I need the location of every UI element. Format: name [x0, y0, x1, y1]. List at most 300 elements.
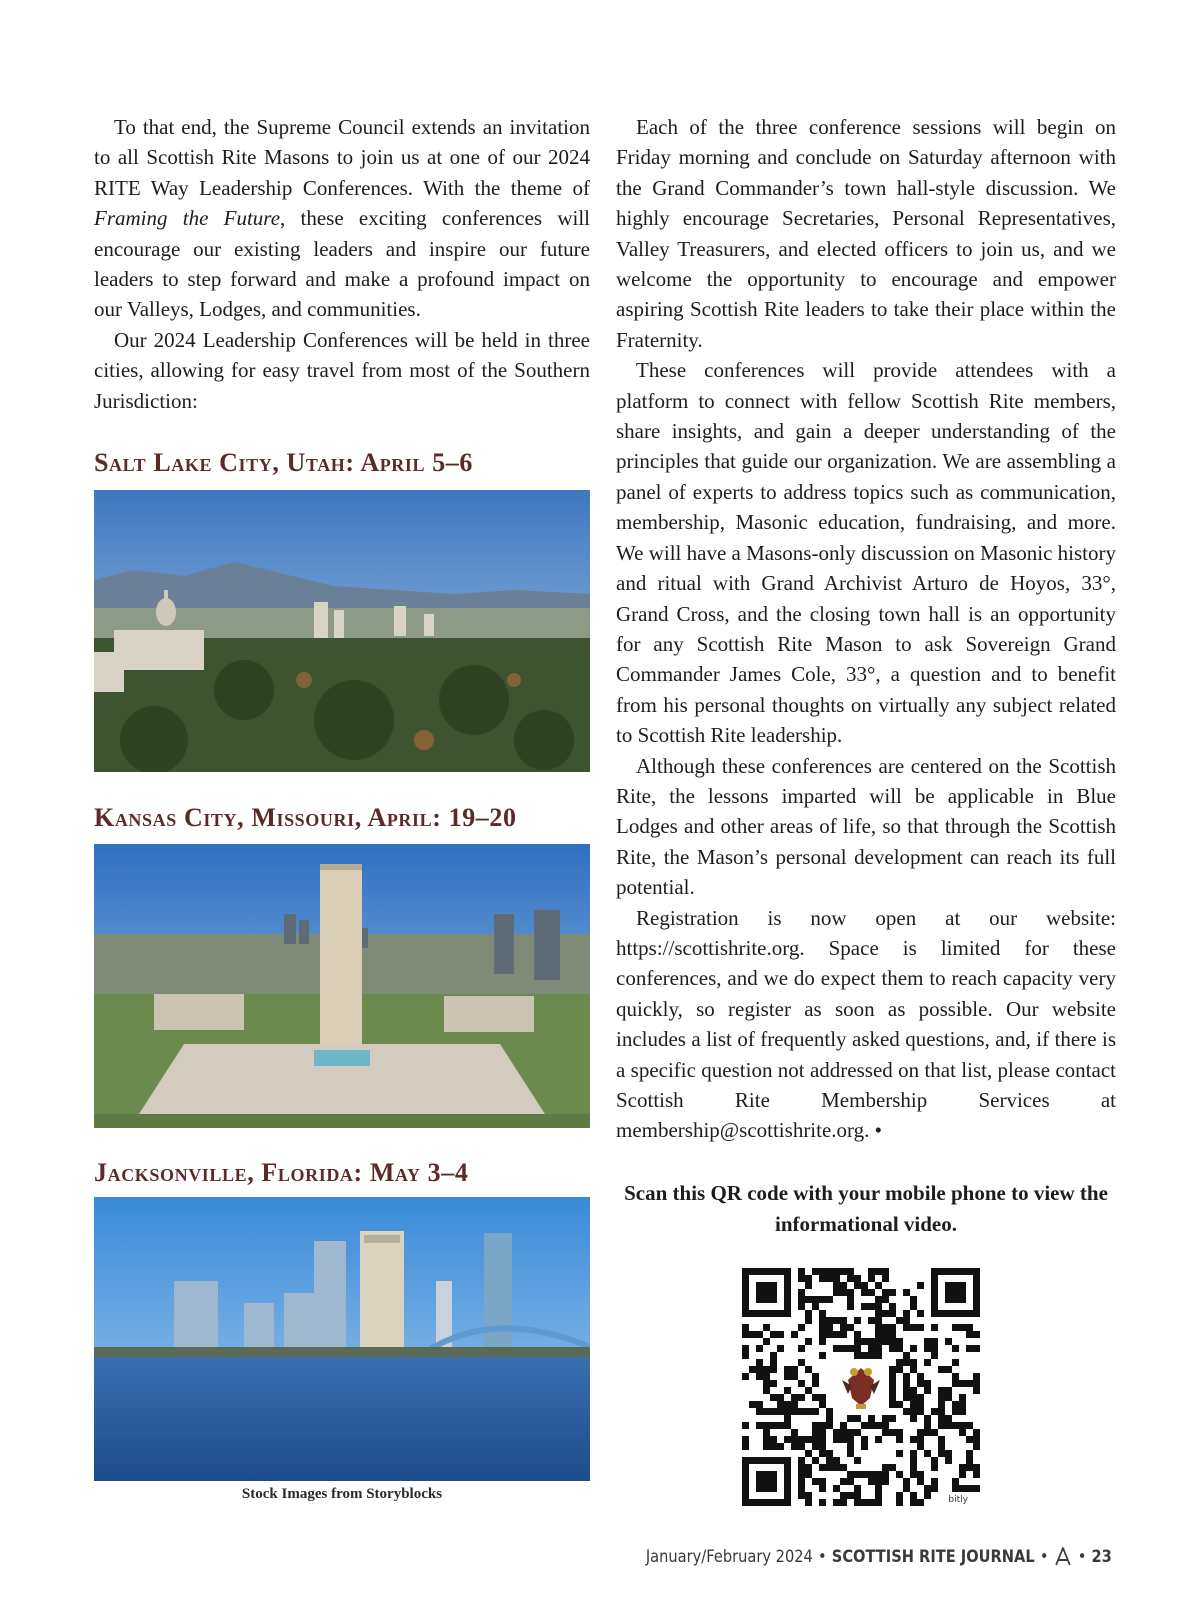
qr-module	[882, 1464, 889, 1471]
qr-module	[791, 1366, 798, 1373]
qr-module	[756, 1408, 763, 1415]
qr-module	[833, 1485, 840, 1492]
qr-module	[931, 1324, 938, 1331]
qr-module	[875, 1268, 882, 1275]
qr-module	[854, 1457, 861, 1464]
qr-module	[910, 1345, 917, 1352]
qr-module	[896, 1492, 903, 1499]
qr-module	[959, 1394, 966, 1401]
qr-module	[903, 1408, 910, 1415]
heading-jacksonville: Jacksonville, Florida: May 3–4	[94, 1158, 469, 1187]
qr-module	[910, 1450, 917, 1457]
qr-module	[798, 1485, 805, 1492]
qr-module	[896, 1429, 903, 1436]
qr-module	[756, 1345, 763, 1352]
qr-module	[742, 1443, 749, 1450]
qr-module	[854, 1338, 861, 1345]
qr-module	[805, 1499, 812, 1506]
qr-module	[847, 1492, 854, 1499]
qr-module	[882, 1422, 889, 1429]
qr-module	[889, 1394, 896, 1401]
qr-module	[917, 1380, 924, 1387]
qr-module	[903, 1380, 910, 1387]
qr-module	[805, 1471, 812, 1478]
qr-module	[819, 1324, 826, 1331]
qr-module	[875, 1310, 882, 1317]
qr-module	[896, 1471, 903, 1478]
qr-module	[889, 1387, 896, 1394]
qr-module	[847, 1478, 854, 1485]
qr-module	[805, 1275, 812, 1282]
qr-module	[868, 1478, 875, 1485]
qr-module	[861, 1471, 868, 1478]
qr-module	[896, 1450, 903, 1457]
qr-module	[889, 1366, 896, 1373]
qr-module	[791, 1401, 798, 1408]
qr-module	[875, 1492, 882, 1499]
qr-module	[847, 1345, 854, 1352]
qr-module	[826, 1408, 833, 1415]
qr-module	[917, 1471, 924, 1478]
qr-module	[791, 1394, 798, 1401]
qr-module	[777, 1401, 784, 1408]
qr-module	[973, 1331, 980, 1338]
qr-code[interactable]	[742, 1268, 980, 1506]
qr-module	[938, 1366, 945, 1373]
qr-module	[784, 1422, 791, 1429]
qr-module	[875, 1303, 882, 1310]
qr-module	[826, 1275, 833, 1282]
qr-module	[924, 1359, 931, 1366]
qr-module	[973, 1443, 980, 1450]
qr-module	[903, 1387, 910, 1394]
qr-module	[854, 1485, 861, 1492]
qr-module	[805, 1282, 812, 1289]
qr-module	[819, 1485, 826, 1492]
qr-module	[868, 1415, 875, 1422]
qr-module	[917, 1429, 924, 1436]
qr-module	[896, 1366, 903, 1373]
qr-module	[770, 1366, 777, 1373]
qr-module	[945, 1394, 952, 1401]
qr-module	[938, 1436, 945, 1443]
qr-module	[777, 1443, 784, 1450]
qr-module	[840, 1429, 847, 1436]
qr-module	[784, 1387, 791, 1394]
qr-module	[966, 1380, 973, 1387]
qr-module	[966, 1331, 973, 1338]
qr-module	[847, 1275, 854, 1282]
qr-module	[770, 1359, 777, 1366]
qr-module	[777, 1422, 784, 1429]
qr-module	[784, 1415, 791, 1422]
qr-module	[938, 1422, 945, 1429]
qr-module	[833, 1268, 840, 1275]
qr-module	[812, 1429, 819, 1436]
qr-module	[763, 1443, 770, 1450]
qr-module	[798, 1443, 805, 1450]
qr-module	[966, 1464, 973, 1471]
qr-module	[812, 1303, 819, 1310]
qr-module	[875, 1324, 882, 1331]
qr-finder-top-right	[931, 1268, 980, 1317]
qr-module	[973, 1429, 980, 1436]
qr-module	[896, 1359, 903, 1366]
qr-module	[798, 1408, 805, 1415]
qr-module	[889, 1464, 896, 1471]
qr-module	[931, 1338, 938, 1345]
qr-module	[798, 1492, 805, 1499]
qr-module	[882, 1324, 889, 1331]
qr-module	[910, 1359, 917, 1366]
qr-module	[819, 1401, 826, 1408]
qr-module	[763, 1324, 770, 1331]
qr-module	[826, 1457, 833, 1464]
qr-module	[798, 1275, 805, 1282]
qr-module	[742, 1352, 749, 1359]
qr-module	[875, 1282, 882, 1289]
qr-module	[798, 1303, 805, 1310]
qr-module	[763, 1408, 770, 1415]
qr-module	[875, 1317, 882, 1324]
qr-module	[784, 1366, 791, 1373]
sessions-paragraph: Each of the three conference sessions will begin on Friday morning and conclude on Saturday afternoon with the Grand Commander’s town hall-style discussion. We highly encourage Secretaries, Personal Representatives, Valley Treasurers, and elected officers to join us, and we welcome the opportunity to encourage and empower aspiring Scottish Rite leaders to take their place within the Fraternity.	[616, 115, 1116, 352]
qr-module	[819, 1450, 826, 1457]
qr-module	[756, 1373, 763, 1380]
qr-instruction: Scan this QR code with your mobile phone to view the informational video.	[624, 1181, 1108, 1236]
qr-module	[910, 1324, 917, 1331]
qr-module	[868, 1499, 875, 1506]
qr-module	[924, 1429, 931, 1436]
qr-module	[903, 1373, 910, 1380]
qr-module	[819, 1296, 826, 1303]
qr-module	[861, 1289, 868, 1296]
qr-module	[938, 1450, 945, 1457]
qr-module	[896, 1317, 903, 1324]
qr-module	[819, 1443, 826, 1450]
qr-module	[826, 1324, 833, 1331]
qr-module	[770, 1380, 777, 1387]
qr-module	[917, 1478, 924, 1485]
qr-module	[924, 1338, 931, 1345]
qr-module	[742, 1422, 749, 1429]
qr-module	[840, 1282, 847, 1289]
qr-module	[756, 1359, 763, 1366]
qr-module	[889, 1289, 896, 1296]
qr-module	[896, 1436, 903, 1443]
qr-module	[889, 1345, 896, 1352]
qr-module	[910, 1415, 917, 1422]
qr-module	[952, 1478, 959, 1485]
qr-module	[854, 1317, 861, 1324]
qr-module	[875, 1478, 882, 1485]
heading-salt-lake-city: Salt Lake City, Utah: April 5–6	[94, 448, 474, 477]
qr-module	[903, 1359, 910, 1366]
qr-module	[931, 1429, 938, 1436]
qr-module	[840, 1464, 847, 1471]
qr-module	[763, 1387, 770, 1394]
qr-module	[847, 1303, 854, 1310]
qr-module	[791, 1373, 798, 1380]
qr-module	[777, 1331, 784, 1338]
qr-module	[882, 1471, 889, 1478]
cities-paragraph: Our 2024 Leadership Conferences will be held in three cities, allowing for easy travel from most of the Southern Jurisdiction:	[94, 327, 590, 413]
qr-module	[798, 1296, 805, 1303]
qr-module	[917, 1499, 924, 1506]
qr-module	[798, 1380, 805, 1387]
qr-module	[966, 1324, 973, 1331]
qr-module	[819, 1499, 826, 1506]
qr-module	[847, 1289, 854, 1296]
qr-module	[763, 1429, 770, 1436]
qr-module	[938, 1387, 945, 1394]
qr-module	[791, 1443, 798, 1450]
qr-module	[854, 1415, 861, 1422]
qr-module	[791, 1331, 798, 1338]
qr-module	[959, 1324, 966, 1331]
qr-module	[952, 1401, 959, 1408]
qr-module	[770, 1394, 777, 1401]
qr-module	[798, 1394, 805, 1401]
qr-module	[938, 1415, 945, 1422]
qr-module	[854, 1352, 861, 1359]
qr-module	[889, 1338, 896, 1345]
qr-module	[770, 1436, 777, 1443]
qr-module	[952, 1373, 959, 1380]
qr-module	[889, 1331, 896, 1338]
qr-module	[875, 1345, 882, 1352]
qr-module	[910, 1303, 917, 1310]
qr-module	[910, 1387, 917, 1394]
qr-module	[833, 1345, 840, 1352]
intro-text-end: , these exciting conferences will encourage our existing leaders and inspire our future leaders to step forward and make a profound impact on our Valleys, Lodges, and communities.	[94, 206, 590, 322]
qr-module	[959, 1401, 966, 1408]
qr-module	[868, 1289, 875, 1296]
qr-module	[812, 1373, 819, 1380]
qr-module	[861, 1282, 868, 1289]
qr-finder-top-left	[742, 1268, 791, 1317]
qr-module	[861, 1436, 868, 1443]
qr-module	[938, 1408, 945, 1415]
qr-module	[805, 1317, 812, 1324]
qr-finder-bottom-left	[742, 1457, 791, 1506]
qr-module	[763, 1366, 770, 1373]
qr-module	[882, 1338, 889, 1345]
qr-module	[973, 1464, 980, 1471]
qr-module	[798, 1359, 805, 1366]
qr-module	[875, 1485, 882, 1492]
bitly-mark: bitly	[948, 1495, 968, 1505]
qr-module	[917, 1401, 924, 1408]
qr-module	[847, 1450, 854, 1457]
qr-module	[770, 1443, 777, 1450]
qr-module	[910, 1394, 917, 1401]
qr-module	[805, 1366, 812, 1373]
qr-module	[924, 1345, 931, 1352]
qr-module	[868, 1303, 875, 1310]
qr-module	[812, 1394, 819, 1401]
qr-module	[749, 1401, 756, 1408]
qr-module	[742, 1324, 749, 1331]
qr-module	[833, 1436, 840, 1443]
qr-module	[945, 1450, 952, 1457]
qr-module	[840, 1317, 847, 1324]
qr-module	[819, 1464, 826, 1471]
qr-module	[840, 1268, 847, 1275]
platform-paragraph: These conferences will provide attendees with a platform to connect with fellow Scottish Rite members, share insights, and gain a deeper understanding of the principles that guide our organization. We are assembling a panel of experts to address topics such as communication, membership, Masonic education, fundraising, and more. We will have a Masons-only discussion on Masonic history and ritual with Grand Archivist Arturo de Hoyos, 33°, Grand Cross, and the closing town hall is an opportunity for any Scottish Rite Mason to ask Sovereign Grand Commander James Cole, 33°, a question and to benefit from his personal thoughts on virtually any subject related to Scottish Rite leadership.	[616, 358, 1116, 748]
qr-module	[924, 1415, 931, 1422]
qr-module	[798, 1268, 805, 1275]
qr-module	[826, 1317, 833, 1324]
qr-module	[882, 1415, 889, 1422]
qr-module	[763, 1338, 770, 1345]
qr-module	[798, 1436, 805, 1443]
qr-module	[959, 1429, 966, 1436]
qr-module	[861, 1443, 868, 1450]
image-credit: Stock Images from Storyblocks	[241, 1486, 443, 1502]
qr-module	[777, 1408, 784, 1415]
qr-module	[966, 1345, 973, 1352]
qr-module	[917, 1408, 924, 1415]
qr-module	[819, 1394, 826, 1401]
jacksonville-photo	[94, 1197, 590, 1481]
qr-module	[833, 1275, 840, 1282]
qr-module	[917, 1310, 924, 1317]
qr-module	[931, 1485, 938, 1492]
qr-module	[770, 1408, 777, 1415]
qr-module	[959, 1464, 966, 1471]
qr-module	[819, 1317, 826, 1324]
qr-module	[798, 1471, 805, 1478]
qr-module	[903, 1317, 910, 1324]
qr-module	[931, 1408, 938, 1415]
qr-module	[812, 1296, 819, 1303]
qr-module	[966, 1436, 973, 1443]
qr-module	[910, 1408, 917, 1415]
qr-module	[910, 1457, 917, 1464]
qr-module	[966, 1457, 973, 1464]
qr-module	[924, 1492, 931, 1499]
qr-module	[945, 1387, 952, 1394]
qr-module	[868, 1275, 875, 1282]
qr-module	[805, 1436, 812, 1443]
qr-module	[889, 1415, 896, 1422]
qr-module	[833, 1499, 840, 1506]
qr-module	[770, 1331, 777, 1338]
qr-module	[798, 1478, 805, 1485]
qr-module	[952, 1380, 959, 1387]
qr-module	[882, 1310, 889, 1317]
qr-module	[910, 1464, 917, 1471]
qr-module	[910, 1499, 917, 1506]
qr-module	[896, 1338, 903, 1345]
qr-module	[875, 1338, 882, 1345]
qr-module	[875, 1471, 882, 1478]
qr-module	[742, 1373, 749, 1380]
page-footer	[646, 1547, 1112, 1567]
qr-module	[784, 1408, 791, 1415]
theme-title: Framing the Future	[94, 206, 281, 231]
qr-module	[917, 1394, 924, 1401]
qr-module	[875, 1331, 882, 1338]
qr-module	[819, 1331, 826, 1338]
qr-module	[847, 1429, 854, 1436]
qr-module	[917, 1443, 924, 1450]
qr-module	[945, 1422, 952, 1429]
qr-module	[875, 1352, 882, 1359]
qr-module	[875, 1296, 882, 1303]
qr-module	[903, 1478, 910, 1485]
qr-module	[847, 1443, 854, 1450]
qr-module	[917, 1282, 924, 1289]
qr-module	[798, 1324, 805, 1331]
qr-module	[882, 1478, 889, 1485]
qr-module	[910, 1471, 917, 1478]
qr-module	[819, 1478, 826, 1485]
qr-module	[840, 1345, 847, 1352]
qr-module	[791, 1436, 798, 1443]
journal-title: SCOTTISH RITE JOURNAL	[831, 1547, 1035, 1567]
qr-module	[805, 1296, 812, 1303]
qr-module	[889, 1401, 896, 1408]
qr-module	[959, 1485, 966, 1492]
qr-module	[812, 1443, 819, 1450]
qr-module	[756, 1401, 763, 1408]
qr-module	[882, 1268, 889, 1275]
kansas-city-photo	[94, 844, 590, 1128]
qr-module	[931, 1352, 938, 1359]
qr-module	[826, 1268, 833, 1275]
footer-separator: •	[818, 1547, 827, 1567]
intro-text-start: To that end, the Supreme Council extends an invitation to all Scottish Rite Masons to join us at one of our 2024 RITE Way Leadership Conferences. With the theme of	[94, 115, 590, 200]
qr-module	[840, 1492, 847, 1499]
qr-module	[819, 1338, 826, 1345]
qr-module	[896, 1499, 903, 1506]
qr-module	[882, 1331, 889, 1338]
qr-module	[910, 1366, 917, 1373]
qr-module	[819, 1429, 826, 1436]
qr-module	[889, 1324, 896, 1331]
qr-module	[973, 1345, 980, 1352]
qr-module	[742, 1436, 749, 1443]
qr-module	[889, 1310, 896, 1317]
qr-module	[868, 1338, 875, 1345]
qr-module	[889, 1303, 896, 1310]
qr-module	[840, 1289, 847, 1296]
qr-module	[966, 1450, 973, 1457]
qr-module	[812, 1268, 819, 1275]
qr-module	[854, 1492, 861, 1499]
qr-module	[826, 1422, 833, 1429]
qr-module	[952, 1345, 959, 1352]
qr-module	[833, 1331, 840, 1338]
qr-module	[861, 1338, 868, 1345]
qr-module	[819, 1268, 826, 1275]
qr-module	[805, 1492, 812, 1499]
footer-separator: •	[1039, 1547, 1049, 1567]
qr-module	[777, 1345, 784, 1352]
qr-module	[742, 1331, 749, 1338]
qr-module	[973, 1380, 980, 1387]
left-column	[94, 112, 590, 416]
footer-separator: •	[1077, 1547, 1087, 1567]
qr-module	[973, 1373, 980, 1380]
salt-lake-city-photo	[94, 490, 590, 772]
qr-module	[959, 1471, 966, 1478]
qr-module	[819, 1352, 826, 1359]
qr-module	[896, 1401, 903, 1408]
qr-module	[889, 1429, 896, 1436]
